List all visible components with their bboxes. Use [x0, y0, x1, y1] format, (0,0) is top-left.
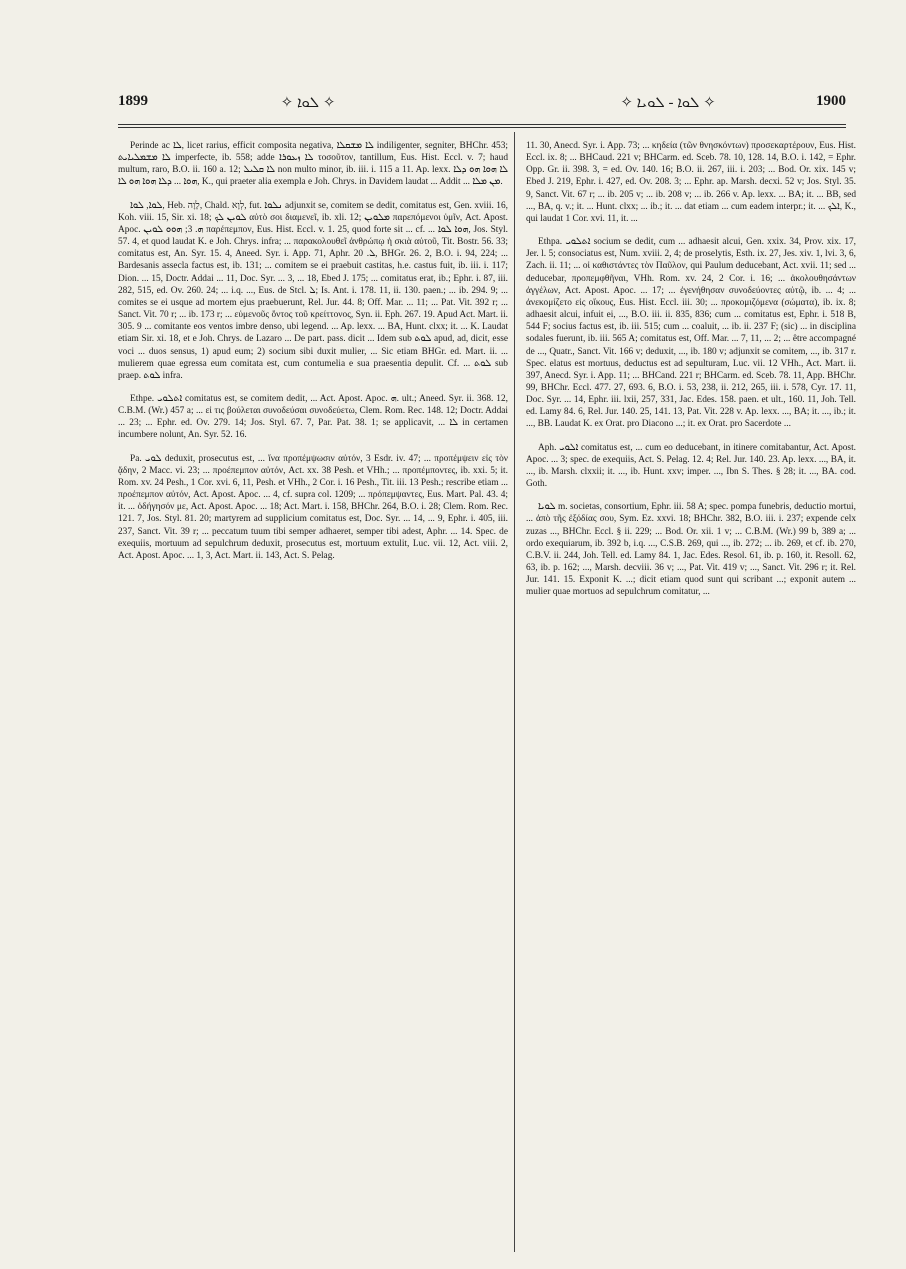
page-number-right: 1900: [816, 93, 846, 109]
entry-paragraph: Aph. ܐܠܘܝ comitatus est, ... cum eo deducebant, in itinere comitabantur, Act. Apost. Apoc. ... 3; spec. de exequiis, Act. S. Pelag. 12. 4; Rel. Jur. 140. 23. Ap. lexx. ..., BA, it. ..., ib. Marsh. clxxii; it. ..., ib. Hunt. xxv; imper. ..., Ibn S. Thes. § 28; it. ..., BA. cod. Goth.: [526, 442, 856, 490]
running-headword-left: ✧ ܠܘܐ ✧: [280, 95, 336, 111]
entry-paragraph: ܠܘܐ, ܠܘܐ, Heb. לָוָה, Chald. לְוָא, fut. ܢܠܘܐ adjunxit se, comitem se dedit, comitatus est, Gen. xviii. 16, Koh. viii. 15, Sir. xi. 18; ܠܘܝܢ ܠܟ αὐτὸ σοι διαμενεῖ, ib. xli. 12; ܡܠܘܝܢ παρεπόμενοι ὑμῖν, Act. Apost. Apoc. ܗ. 3; ܗܘܘ ܠܘܝܢ παρέπεμπον, Eus. Hist. Eccl. v. 1. 25, quod forte sit ... cf. ... ܗܘܐ ܠܘܐ, Jos. Styl. 57. 4, et quod laudat K. e Joh. Chrys. infra; ... παρακολουθεῖ ἀνθρώπῳ ἡ σκιὰ αὐτοῦ, Tit. Bostr. 56. 33; comitatus est, An. Syr. 15. 4, Aneed. Syr. i. App. 71, Aphr. ܠ. 20, BHGr. 26. 2, B.O. i. 94, 224; ... Bardesanis assecla factus est, ib. 131; ... comitem se ei praebuit castitas, h.e. castus fuit, ib. iii. i. 117; Dion. ... 15, Doctr. Addai ... 11, Doc. Syr. ... 3, ... 18, Ebed J. 175; ... comitatus erat, ib.; Ephr. i. 87, iii. 282, 515, ed. Ov. 260. 24; ... i.q. ..., Eus. de Stcl. ܠ; Is. Ant. i. 178. 11, ii. 130. paen.; ... ib. 294. 9; ... comites se ei usque ad mortem ejus praebuerunt, Rel. Jur. 44. 8; Off. Mar. ... 11; ... Pat. Vit. 392 r; ... Sanct. Vit. 70 r; ... ib. 173 r; ... εὐμενοῦς ὄντος τοῦ κρείττονος, Syn. ii. Eph. 267. 19. Apud Act. Mart. ii. 305. 9 ... comitante eos ventos imbre denso, ubi legend. ... Ap. lexx. ... BA, Hunt. clxx; it. ... K. Laudat etiam Sir. xi. 18, et e Joh. Chrys. de Lazaro ... De part. pass. dicit ... Idem sub ܠܘܬ apud, ad, dicit, esse voci ... duos sensus, 1) apud eum; 2) socium sibi duxit mulier, ... Sic etiam BHGr. ed. Mart. ii. ... mulierem quae egressa eum comitata est, cum contumelia e sua praesentia depulit. Cf. ... ܠܘܬ sub praep. ܠܘܬ infra.: [118, 200, 508, 381]
right-column: [526, 140, 856, 1260]
left-column: [118, 140, 508, 1260]
running-headword-right: ✧ ܠܘܐ - ܠܘܝܐ ✧: [620, 95, 716, 111]
header-rule: [118, 124, 846, 128]
entry-paragraph: 11. 30, Anecd. Syr. i. App. 73; ... κηδεία (τῶν θνησκόντων) προσεκαρτέρουν, Eus. Hist. Eccl. ix. 8; ... BHCaud. 221 v; BHCarm. ed. Sceb. 78. 10, 128. 14, B.O. i. 142, = Ephr. Opp. Gr. ii. 398. 3, = ed. Ov. 140. 16; B.O. ii. 267, iii. i. 203; ... Bod. Or. xix. 145 v; Ebed J. 219, Ephr. i. 427, ed. Ov. 208. 3; ... Ephr. ap. Marsh. decxi. 52 v; Jos. Styl. 35. 9, Sanct. Vit. 67 r; ... ib. 205 v; ... ib. 208 v; ... ib. 266 v. Ap. lexx. ... BA; it. ... BB, sed ..., BA, q. v.; it. ... Hunt. clxx; ... ib.; it. ... dat etiam ... cum eadem interpr.; it. ... ܐܠܟ, K., qui laudat 1 Cor. xvi. 11, it. ...: [526, 141, 856, 224]
page-header: [118, 93, 846, 119]
entry-paragraph: Ethpe. ܐܬܠܘܝ comitatus est, se comitem dedit, ... Act. Apost. Apoc. ܗ. ult.; Aneed. Syr. ii. 368. 12, C.B.M. (Wr.) 457 a; ... εἰ τις βούλεται συνοδεύσαι συνοδεύετω, Clem. Rom. Rec. 148. 12; Doctr. Addai ... 23; ... Ephr. ed. Ov. 279. 14; Jos. Styl. 67. 7, Par. Pat. 38. 1; se applicavit, ... ܠܐ in certamen incumbere nolunt, An. Syr. 52. 16.: [118, 393, 508, 441]
entry-paragraph: Ethpa. ܐܬܠܘܝ socium se dedit, cum ... adhaesit alcui, Gen. xxix. 34, Prov. xix. 17, Jer. l. 5; consociatus est, Num. xviii. 2, 4; de proselytis, Esth. ix. 27, Jes. xiv. 1, lvi. 3, 6, Zach. ii. 11; ... οἱ καθιστάντες τὸν Παῦλον, qui Paulum deducebant, Act. xvii. 11; sed ... deducebar, προπεμφθῆναι, VHh. Rom. xv. 24, 2 Cor. i. 16; ... ἀκολουθησάντων ἀγγέλων, Act. Apost. Apoc. ... 17; ... ἐγενήθησαν συνοδεύοντες αὐτῷ, ib. ... 4; ... ἀνεκομίζετο εἰς οἴκους, Eus. Hist. Eccl. iii. 30; ... προκομιζόμενα (σώματα), ib. ix. 8; adhaesit alcui, infuit ei, ..., B.O. iii. ii. 835, 836; cum ... comitatus est, Ephr. i. 518 B, 544 F; socius factus est, ib. iii. 515; cum ... coaluit, ... ib. ii. 237 F; (sic) ... in disciplina sodales fuerunt, ib. iii. 565 A; comitatus est, Off. Mar. ... 7, 11, ... 2; ... être accompagné de ..., Quatr., Sanct. Vit. 166 v; deduxit, ..., ib. 180 v; adjunxit se comitem, ..., ib. 317 r. Spec. elatus est mortuus, deductus est ad sepulturam, Luc. vii. 12 VHh., Act. Mart. ii. 397, Anecd. Syr. i. App. 11; ... BHCand. 221 r; BHCarm. ed. Sceb. 78. 11, App. BHChr. 99, BHChr. Eccl. 477. 27, 693. 6, B.O. i. 53, 238, ii. 212, 265, iii. i. 578, Cyr. 17. 11, Doc. Syr. ... 14, Ephr. iii. lxii, 257, 331, Jac. Edes. 158. paen. et ult., 160. 11, Joh. Tell. ed. Lamy 84. 6, Rel. Jur. 140. 25, 141. 13, Pat. Vit. 228 v. Ap. lexx. ..., BA; it. ..., ib.; it. ..., BB. Laudat K. ex Orat. pro Diacono ...; it. ex Orat. pro Sacerdote ...: [526, 237, 856, 430]
page-number-left: 1899: [118, 93, 148, 109]
entry-paragraph: Pa. ܠܘܝ deduxit, prosecutus est, ... ἵνα προπέμψωσιν αὐτόν, 3 Esdr. iv. 47; ... προπέμψειν εἰς τὸν ᾅδην, 2 Macc. vi. 23; ... προέπεμπον αὐτόν, Act. xx. 38 Pesh. et VHh.; ... προπέμποντες, ib. xxi. 5; it. Rom. xv. 24 Pesh., 1 Cor. xvi. 6, 11, Pesh. et VHh., 2 Cor. i. 16 Pesh., Tit. iii. 13 Pesh.; rescribe etiam ... προέπεμπον αὐτόν, Act. Apost. Apoc. ... 4, cf. supra col. 1209; ... πρόπεμψαντες, Eus. Mart. Pal. 43. 4; it. ... ὁδήγησόν με, Act. Apost. Apoc. ... 18; Act. Mart. i. 158, BHChr. 264, B.O. i. 28; Clem. Rom. Rec. 121. 7, Jos. Styl. 81. 20; martyrem ad supplicium comitatus est, Doc. Syr. ... 14, ... 9, Ephr. i. 405, iii. 237, Sanct. Vit. 39 r; ... peccatum tuum tibi semper adhaeret, semper tibi adest, Aphr. ... 14. Spec. de exequiis, mortuum ad sepulchrum deduxit, prosecutus est, mortuum extulit, Luc. vii. 12, Act. viii. 2, Act. Apost. Apoc. ... 1, 3, Act. Mart. ii. 143, Act. S. Pelag.: [118, 453, 508, 561]
entry-paragraph: Perinde ac ܠܐ, licet rarius, efficit composita negativa, ܠܐ ܡܫܩܠܐ indiligenter, segniter, BHChr. 453; ܠܐ ܡܫܡܠܝܐܝܬ imperfecte, ib. 558; adde ܠܐ ܙܥܘܪܐ τοσοῦτον, tantillum, Eus. Hist. Eccl. v. 7; haud multum, raro, B.O. ii. 160 a. 12; ܠܐ ܩܠܝܠ non multo minor, ib. iii. i. 115 a 11. Ap. lexx. ܠܐ ܗܘܐ ܗܘ ܕܠܐ ܗܘܐ ... ܕܠܐ ܗܘܐ ܗܘ ܠܐ, K., qui praeter alia exempla e Joh. Chrys. in Davidem laudat ... Addit ... ܡܢ ܡܠܐ.: [118, 141, 508, 188]
entry-paragraph: ܠܘܝܐ m. societas, consortium, Ephr. iii. 58 A; spec. pompa funebris, deductio mortui, ... ἀπὸ τῆς ἐξόδίας σου, Sym. Ez. xxvi. 18; BHChr. 382, B.O. iii. i. 237; expende celx zuzas ..., BHChr. Eccl. § ii. 229; ... Bod. Or. xii. 1 v; ... C.B.M. (Wr.) 99 b, 389 a; ... ordo exequiarum, ib. 392 b, i.q. ..., C.S.B. 269, qui ..., ib. 272; ... ib. 269, et cf. ib. 270, C.B.V. ii. 244, Joh. Tell. ed. Lamy 84. 1, Jac. Edes. Resol. 61, ib. p. 160, it. Resoll. 62, 63, ib. p. 162; ..., Marsh. decviii. 36 v; ..., Pat. Vit. 419 v; ..., Sanct. Vit. 296 r; it. Rel. Jur. 141. 15. Exponit K. ...; dicit etiam quod sunt qui scribant ...; exponit autem ... mulier quae mortuos ad sepulchrum comitatur, ...: [526, 502, 856, 598]
column-divider: [514, 132, 515, 1252]
